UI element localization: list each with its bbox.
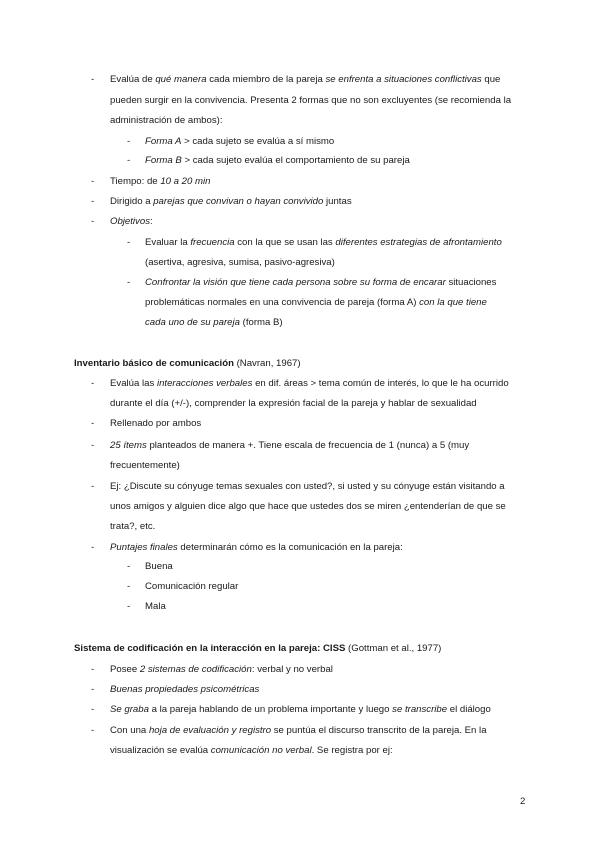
list-item-continuation: administración de ambos):	[110, 115, 223, 126]
list-item: Ej: ¿Discute su cónyuge temas sexuales con usted?, si usted y su cónyuge están visitando a	[110, 481, 505, 492]
bullet-dash: -	[127, 136, 131, 147]
list-item: Tiempo: de 10 a 20 min	[110, 176, 211, 187]
list-item-continuation: durante el día (+/-), comprender la expresión facial de la pareja y hablar de sexualidad	[110, 398, 477, 409]
section-heading: Inventario básico de comunicación (Navran, 1967)	[74, 358, 301, 369]
sub-list-item: Evaluar la frecuencia con la que se usan las diferentes estrategias de afrontamiento	[145, 237, 502, 248]
sub-list-item: Mala	[145, 601, 166, 612]
bullet-dash: -	[127, 561, 131, 572]
bullet-dash: -	[91, 176, 95, 187]
sub-list-item: Comunicación regular	[145, 581, 239, 592]
sub-list-item-continuation: problemáticas normales en una convivencia de pareja (forma A) con la que tiene	[145, 297, 487, 308]
bullet-dash: -	[91, 684, 95, 695]
list-item: Con una hoja de evaluación y registro se puntúa el discurso transcrito de la pareja. En la	[110, 725, 487, 736]
list-item-continuation: pueden surgir en la convivencia. Presenta 2 formas que no son excluyentes (se recomienda la	[110, 95, 512, 106]
bullet-dash: -	[127, 155, 131, 166]
bullet-dash: -	[91, 74, 95, 85]
bullet-dash: -	[91, 704, 95, 715]
list-item: Posee 2 sistemas de codificación: verbal y no verbal	[110, 664, 333, 675]
bullet-dash: -	[91, 664, 95, 675]
sub-list-item: Confrontar la visión que tiene cada persona sobre su forma de encarar situaciones	[145, 277, 497, 288]
list-item-continuation: trata?, etc.	[110, 521, 156, 532]
list-item: Evalúa las interacciones verbales en dif. áreas > tema común de interés, lo que le ha ocurrido	[110, 378, 509, 389]
bullet-dash: -	[127, 601, 131, 612]
bullet-dash: -	[91, 216, 95, 227]
sub-list-item: Forma B > cada sujeto evalúa el comportamiento de su pareja	[145, 155, 410, 166]
list-item-continuation: visualización se evalúa comunicación no verbal. Se registra por ej:	[110, 745, 393, 756]
bullet-dash: -	[127, 581, 131, 592]
list-item: Objetivos:	[110, 216, 153, 227]
bullet-dash: -	[91, 440, 95, 451]
list-item: Buenas propiedades psicométricas	[110, 684, 260, 695]
sub-list-item-continuation: (asertiva, agresiva, sumisa, pasivo-agresiva)	[145, 257, 335, 268]
bullet-dash: -	[127, 277, 131, 288]
bullet-dash: -	[91, 481, 95, 492]
bullet-dash: -	[91, 418, 95, 429]
list-item: Rellenado por ambos	[110, 418, 202, 429]
sub-list-item-continuation: cada uno de su pareja (forma B)	[145, 317, 283, 328]
list-item: Evalúa de qué manera cada miembro de la pareja se enfrenta a situaciones conflictivas que	[110, 74, 501, 85]
list-item: 25 ítems planteados de manera +. Tiene escala de frecuencia de 1 (nunca) a 5 (muy	[110, 440, 470, 451]
page-number: 2	[520, 796, 526, 807]
list-item: Se graba a la pareja hablando de un problema importante y luego se transcribe el diálogo	[110, 704, 491, 715]
bullet-dash: -	[127, 237, 131, 248]
sub-list-item: Forma A > cada sujeto se evalúa a sí mismo	[145, 136, 335, 147]
bullet-dash: -	[91, 542, 95, 553]
bullet-dash: -	[91, 725, 95, 736]
sub-list-item: Buena	[145, 561, 173, 572]
list-item-continuation: unos amigos y alguien dice algo que hace que ustedes dos se miren ¿entenderían de que se	[110, 501, 506, 512]
list-item: Puntajes finales determinarán cómo es la comunicación en la pareja:	[110, 542, 403, 553]
list-item-continuation: frecuentemente)	[110, 460, 180, 471]
section-heading: Sistema de codificación en la interacción en la pareja: CISS (Gottman et al., 1977)	[74, 643, 442, 654]
bullet-dash: -	[91, 378, 95, 389]
bullet-dash: -	[91, 196, 95, 207]
list-item: Dirigido a parejas que convivan o hayan convivido juntas	[110, 196, 352, 207]
